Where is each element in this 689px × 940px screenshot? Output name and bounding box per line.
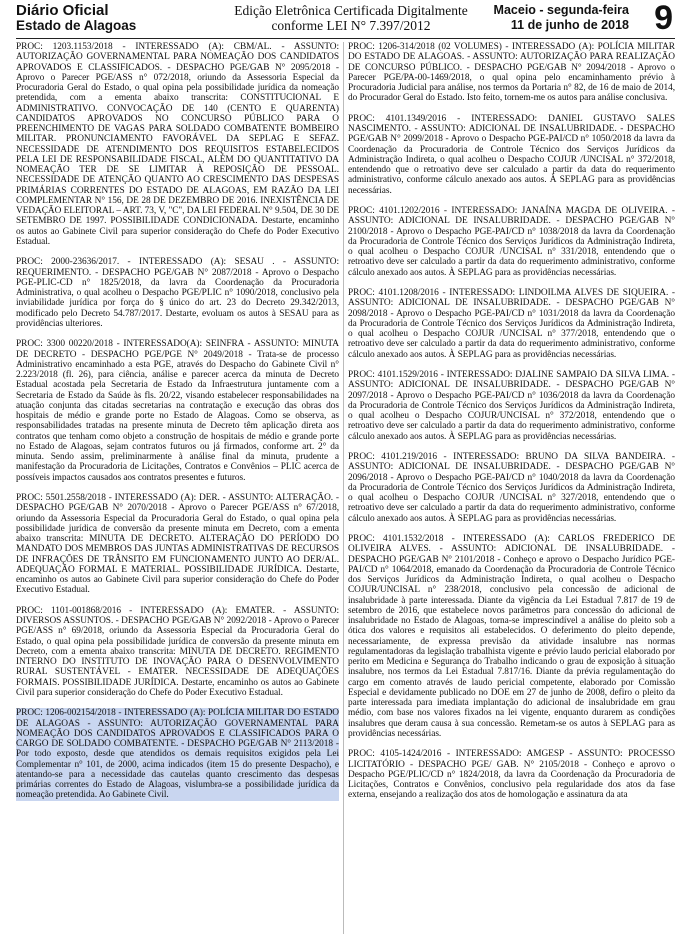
entry-gap <box>348 278 675 288</box>
entry-gap <box>348 524 675 534</box>
process-entry: PROC: 2000-23636/2017. - INTERESSADO (A): SESAU . - ASSUNTO: REQUERIMENTO. - DESPACHO PGE/GAB N° 2087/2018 - Aprovo o Despacho PGE-PLIC-CD n° 1825/2018, da lavra da Coordenação da Procuradoria Administrativa, o qual acolheu o Despacho PGE/PLIC n° 1090/2018, conclusivo pela inviabilidade jurídica por força do § único do art. 23 do Decreto 29.342/2013, modificado pelo Decreto 54.787/2017. Destarte, evoluam os autos à SESAU para as providências ulteriores. <box>16 257 339 329</box>
process-entry: PROC: 4101.1208/2016 - INTERESSADO: LINDOILMA ALVES DE SIQUEIRA. - ASSUNTO: ADICIONAL DE INSALUBRIDADE. - DESPACHO PGE/GAB N° 2098/2018 - Aprovo o Despacho PGE-PAI/CD n° 1031/2018 da lavra da Coordenação da Procuradoria de Controle Técnico dos Serviços Jurídicos da Administração Indireta, o qual acolheu o Despacho COJUR /UNCISAL n° 377/2018, entendendo que o retroativo deve ser calculado a partir da data do requerimento administrativo, conforme cálculo anexado aos autos. À SEPLAG para as providências necessárias. <box>348 288 675 360</box>
issue-date-text: 11 de junho de 2018 <box>510 18 629 32</box>
process-entry: PROC: 1206-314/2018 (02 VOLUMES) - INTERESSADO (A): POLÍCIA MILITAR DO ESTADO DE ALAGOAS. - ASSUNTO: AUTORIZAÇÃO PARA REALIZAÇÃO DE CONCURSO PÚBLICO. - DESPACHO PGE/GAB N° 2094/2018 - Aprovo o Parecer PGE/PA-00-1469/2018, o qual opina pelo encaminhamento prévio à Procuradoria Judicial para análise, nos termos da Portaria n° 82, de 16 de maio de 2014, do Procurador Geral do Estado. Isto feito, tornem-me os autos para análise conclusiva. <box>348 42 675 104</box>
entry-gap <box>348 739 675 749</box>
entry-gap <box>16 698 339 708</box>
entry-gap <box>348 104 675 114</box>
process-entry: PROC: 3300 00220/2018 - INTERESSADO(A): SEINFRA - ASSUNTO: MINUTA DE DECRETO - DESPACHO PGE/PGE N° 2049/2018 - Trata-se de processo Administrativo encaminhado a esta PGE, através do Despacho do Gabinete Civil n° 2.223/2018 (fl. 26), para ciência, análise e parecer acerca da minuta de Decreto Estadual acostada pela Secretaria de Estado da Infraestrutura juntamente com a Secretaria de Estado da Saúde às fls. 20/22, visando estabelecer responsabilidades na atuação conjunta das citadas secretarias na contratação e execução das obras dos hospitais de médio e grande porte no Estado de Alagoas. Como se observa, as responsabilidades tratadas na presente minuta de Decreto têm aplicação direta aos contratos que tenham como objeto a construção de hospitais de médio e grande porte no Estado de Alagoas, sejam contratos futuros ou já firmados, conforme art. 2° da minuta. Sendo assim, preliminarmente à análise final da minuta, prudente a manifestação da Procuradoria de Licitações, Contratos e Convênios – PLIC acerca de possíveis impactos causados aos contratos presentes e futuros. <box>16 339 339 483</box>
left-column <box>16 42 339 801</box>
entry-gap <box>348 442 675 452</box>
process-entry: PROC: 4101.1349/2016 - INTERESSADO: DANIEL GUSTAVO SALES NASCIMENTO. - ASSUNTO: ADICIONAL DE INSALUBRIDADE. - DESPACHO PGE/GAB N° 2099/2018 - Aprovo o Despacho PGE-PAI/CD n° 1050/2018 da lavra da Coordenação da Procuradoria de Controle Técnico dos Serviços Jurídicos da Administração Indireta, o qual acolheu o Despacho COJUR /UNCISAL n° 372/2018, entendendo que o retroativo deve ser calculado a partir da data do requerimento administrativo, conforme cálculo anexado aos autos. À SEPLAG para as providências necessárias. <box>348 113 675 196</box>
process-entry-highlighted: PROC: 1206-002154/2018 - INTERESSADO (A): POLÍCIA MILITAR DO ESTADO DE ALAGOAS - ASSUNTO: AUTORIZAÇÃO GOVERNAMENTAL PARA NOMEAÇÃO DOS CANDIDATOS APROVADOS E CLASSIFICADOS PARA O CARGO DE SOLDADO COMBATENTE. - DESPACHO PGE/GAB N° 2113/2018 - Por todo exposto, desde que atendidos os demais requisitos exigidos pela Lei Complementar n° 101, de 2000, acima indicados (item 15 do presente Despacho), e atentando-se para a necessidade das cautelas quanto crescimento das despesas primárias correntes do Estado de Alagoas, vislumbra-se a possibilidade jurídica da nomeação pretendida. Ao Gabinete Civil. <box>16 708 339 801</box>
entry-gap <box>348 196 675 206</box>
page-number: 9 <box>654 0 673 37</box>
right-column <box>348 42 675 801</box>
issue-place-day: Maceio - segunda-feira <box>493 3 629 17</box>
page-header <box>16 2 675 39</box>
entry-gap <box>16 596 339 606</box>
masthead-title: Diário Oficial <box>16 2 109 19</box>
process-entry: PROC: 1203.1153/2018 - INTERESSADO (A): CBM/AL. - ASSUNTO: AUTORIZAÇÃO GOVERNAMENTAL PARA NOMEAÇÃO DOS CANDIDATOS APROVADOS E CLASSIFICADOS. - DESPACHO PGE/GAB N° 2095/2018 - Aprovo o Parecer PGE/ASS n° 072/2018, oriundo da Assessoria Especial da Procuradoria Geral do Estado, o qual opina pela possibilidade jurídica da nomeação pretendida, com a ementa abaixo transcrita: CONSTITUCIONAL E ADMINISTRATIVO. CONVOCAÇÃO DE 140 (CENTO E QUARENTA) CANDIDATOS APROVADOS NO CONCURSO PÚBLICO PARA O PREENCHIMENTO DE VAGAS PARA SOLDADO COMBATENTE BOMBEIRO MILITAR. PRONUNCIAMENTO FAVORÁVEL DA SEPLAG E SEFAZ. NECESSIDADE DE ATENDIMENTO DOS REQUISITOS ESTABELECIDOS PELA LEI DE RESPONSABILIDADE FISCAL, ALÉM DO QUANTITATIVO DA NOMEAÇÃO TER DE SE LIMITAR À REPOSIÇÃO DE PESSOAL. NECESSIDADE DE ATENÇÃO QUANTO AO CRESCIMENTO DAS DESPESAS PRIMÁRIAS CORRENTES DO ESTADO DE ALAGOAS, EM RAZÃO DA LEI COMPLEMENTAR N° 156, DE 28 DE DEZEMBRO DE 2016. INEXISTÊNCIA DE VEDAÇÃO ELEITORAL – ART. 73, V, "C", DA LEI FEDERAL N° 9.504, DE 30 DE SETEMBRO DE 1997. POSSIBILIDADE CONDICIONADA. Destarte, encaminho os autos ao Gabinete Civil para superior consideração do Chefe do Poder Executivo Estadual. <box>16 42 339 247</box>
masthead <box>16 3 136 33</box>
process-entry: PROC: 4101.1202/2016 - INTERESSADO: JANAÍNA MAGDA DE OLIVEIRA. - ASSUNTO: ADICIONAL DE INSALUBRIDADE. - DESPACHO PGE/GAB N° 2100/2018 - Aprovo o Despacho PGE-PAI/CD n° 1038/2018 da lavra da Coordenação da Procuradoria de Controle Técnico dos Serviços Jurídicos da Administração Indireta, o qual acolheu o Despacho COJUR /UNCISAL n° 331/2018, entendendo que o retroativo deve ser calculado a partir da data do requerimento administrativo, conforme cálculo anexado aos autos. À SEPLAG para as providências necessárias. <box>348 206 675 278</box>
process-entry: PROC: 1101-001868/2016 - INTERESSADO (A): EMATER. - ASSUNTO: DIVERSOS ASSUNTOS. - DESPACHO PGE/GAB N° 2092/2018 - Aprovo o Parecer PGE/ASS n° 69/2018, oriundo da Assessoria Especial da Procuradoria Geral do Estado, o qual opina pela possibilidade jurídica de conversão da presente minuta em Decreto, com a ementa abaixo transcrita: MINUTA DE DECRETO. REGIMENTO INTERNO DO INSTITUTO DE INOVAÇÃO PARA O DESENVOLVIMENTO RURAL SUSTENTÁVEL - EMATER. NECESSIDADE DE ADEQUAÇÕES FORMAIS. POSSIBILIDADE JURÍDICA. Destarte, encaminho os autos ao Gabinete Civil para superior consideração do Chefe do Poder Executivo Estadual. <box>16 605 339 698</box>
edition-note <box>216 3 486 33</box>
entry-gap <box>16 329 339 339</box>
entry-gap <box>348 360 675 370</box>
column-divider <box>343 42 344 934</box>
masthead-subtitle: Estado de Alagoas <box>16 18 137 33</box>
edition-note-line1: Edição Eletrônica Certificada Digitalmente <box>234 3 468 18</box>
process-entry: PROC: 5501.2558/2018 - INTERESSADO (A): DER. - ASSUNTO: ALTERAÇÃO. - DESPACHO PGE/GAB N° 2070/2018 - Aprovo o Parecer PGE/ASS n° 67/2018, oriundo da Assessoria Especial da Procuradoria Geral do Estado, o qual opina pela possibilidade jurídica de conversão da presente minuta em Decreto, com a ementa abaixo transcrita: MINUTA DE DECRETO. ALTERAÇÃO DO PERÍODO DO MANDATO DOS MEMBROS DAS JUNTAS ADMINISTRATIVAS DE RECURSOS DE INFRAÇÕES DE TRÂNSITO EM FUNCIONAMENTO JUNTO AO DER/AL. ADEQUAÇÃO FORMAL E MATERIAL. POSSIBILIDADE JURÍDICA. Destarte, encaminho os autos ao Gabinete Civil para superior consideração do Chefe do Poder Executivo Estadual. <box>16 493 339 596</box>
process-entry: PROC: 4101.219/2016 - INTERESSADO: BRUNO DA SILVA BANDEIRA. - ASSUNTO: ADICIONAL DE INSALUBRIDADE. - DESPACHO PGE/GAB N° 2096/2018 - Aprovo o Despacho PGE-PAI/CD n° 1040/2018 da lavra da Coordenação da Procuradoria de Controle Técnico dos Serviços Jurídicos da Administração Indireta, o qual acolheu o Despacho COJUR /UNCISAL n° 327/2018, entendendo que o retroativo deve ser calculado a partir da data do requerimento administrativo, conforme cálculo anexado aos autos. À SEPLAG para as providências necessárias. <box>348 452 675 524</box>
content-columns <box>16 42 675 940</box>
entry-gap <box>16 483 339 493</box>
entry-gap <box>16 247 339 257</box>
process-entry: PROC: 4101.1532/2018 - INTERESSADO (A): CARLOS FREDERICO DE OLIVEIRA ALVES. - ASSUNTO: ADICIONAL DE INSALUBRIDADE. - DESPACHO PGE/GAB N° 2101/2018 - Conheço e aprovo o Despacho Jurídico PGE-PAI/CD n° 1064/2018, emanado da Coordenação da Procuradoria de Controle Técnico dos Serviços Jurídicos da Administração Indireta, o qual acolheu o Despacho COJUR/UNCISAL n° 238/2018, conclusivo pela concessão de adicional de insalubridade à parte interessada. Diante da vigência da Lei Estadual 7.817 de 19 de setembro de 2016, que estabelece novos parâmetros para concessão do adicional de insalubridade no Estado de Alagoas, torna-se imprescindível a análise do pleito sob a ótica dos valores e requisitos ali estabelecidos. O deferimento do pleito depende, necessariamente, de expressa previsão da atividade insalubre nas normas regulamentadoras da legislação trabalhista vigente e prévio laudo pericial elaborado por perito em Medicina e Segurança do Trabalho indicando o grau de exposição à situação insalubre, nos termos da Lei Estadual 7.817/16. Diante da prévia regulamentação do cargo em comento através de laudo pericial competente, elaborado por Comissão Especial e devidamente publicado no DOE em 27 de junho de 2008, defiro o pleito da parte interessada para imediata implantação do adicional de insalubridade em grau médio, com base nos valores fixados na lei vigente, enquanto durarem as condições insalubres que deram causa à sua concessão. Remetam-se os autos à SEPLAG para as providências necessárias. <box>348 534 675 739</box>
edition-note-line2: conforme LEI N° 7.397/2012 <box>271 18 431 33</box>
issue-date <box>494 3 629 33</box>
process-entry: PROC: 4105-1424/2016 - INTERESSADO: AMGESP - ASSUNTO: PROCESSO LICITATÓRIO - DESPACHO PGE/ GAB. N° 2105/2018 - Conheço e aprovo o Despacho PGE/PLIC/CD n° 1824/2018, da lavra da Coordenação da Procuradoria de Licitações, Contratos e Convênios, conclusivo pela regularidade dos atos da fase externa, ensejando a realização dos atos de homologação e assinatura da ata <box>348 749 675 801</box>
process-entry: PROC: 4101.1529/2016 - INTERESSADO: DJALINE SAMPAIO DA SILVA LIMA. - ASSUNTO: ADICIONAL DE INSALUBRIDADE. - DESPACHO PGE/GAB N° 2097/2018 - Aprovo o Despacho PGE-PAI/CD n° 1036/2018 da lavra da Coordenação da Procuradoria de Controle Técnico dos Serviços Jurídicos da Administração Indireta, o qual acolheu o Despacho COJUR/UNCISAL n° 372/2018, entendendo que o retroativo deve ser calculado a partir da data do requerimento administrativo, conforme cálculo anexado aos autos. À SEPLAG para as providências necessárias. <box>348 370 675 442</box>
